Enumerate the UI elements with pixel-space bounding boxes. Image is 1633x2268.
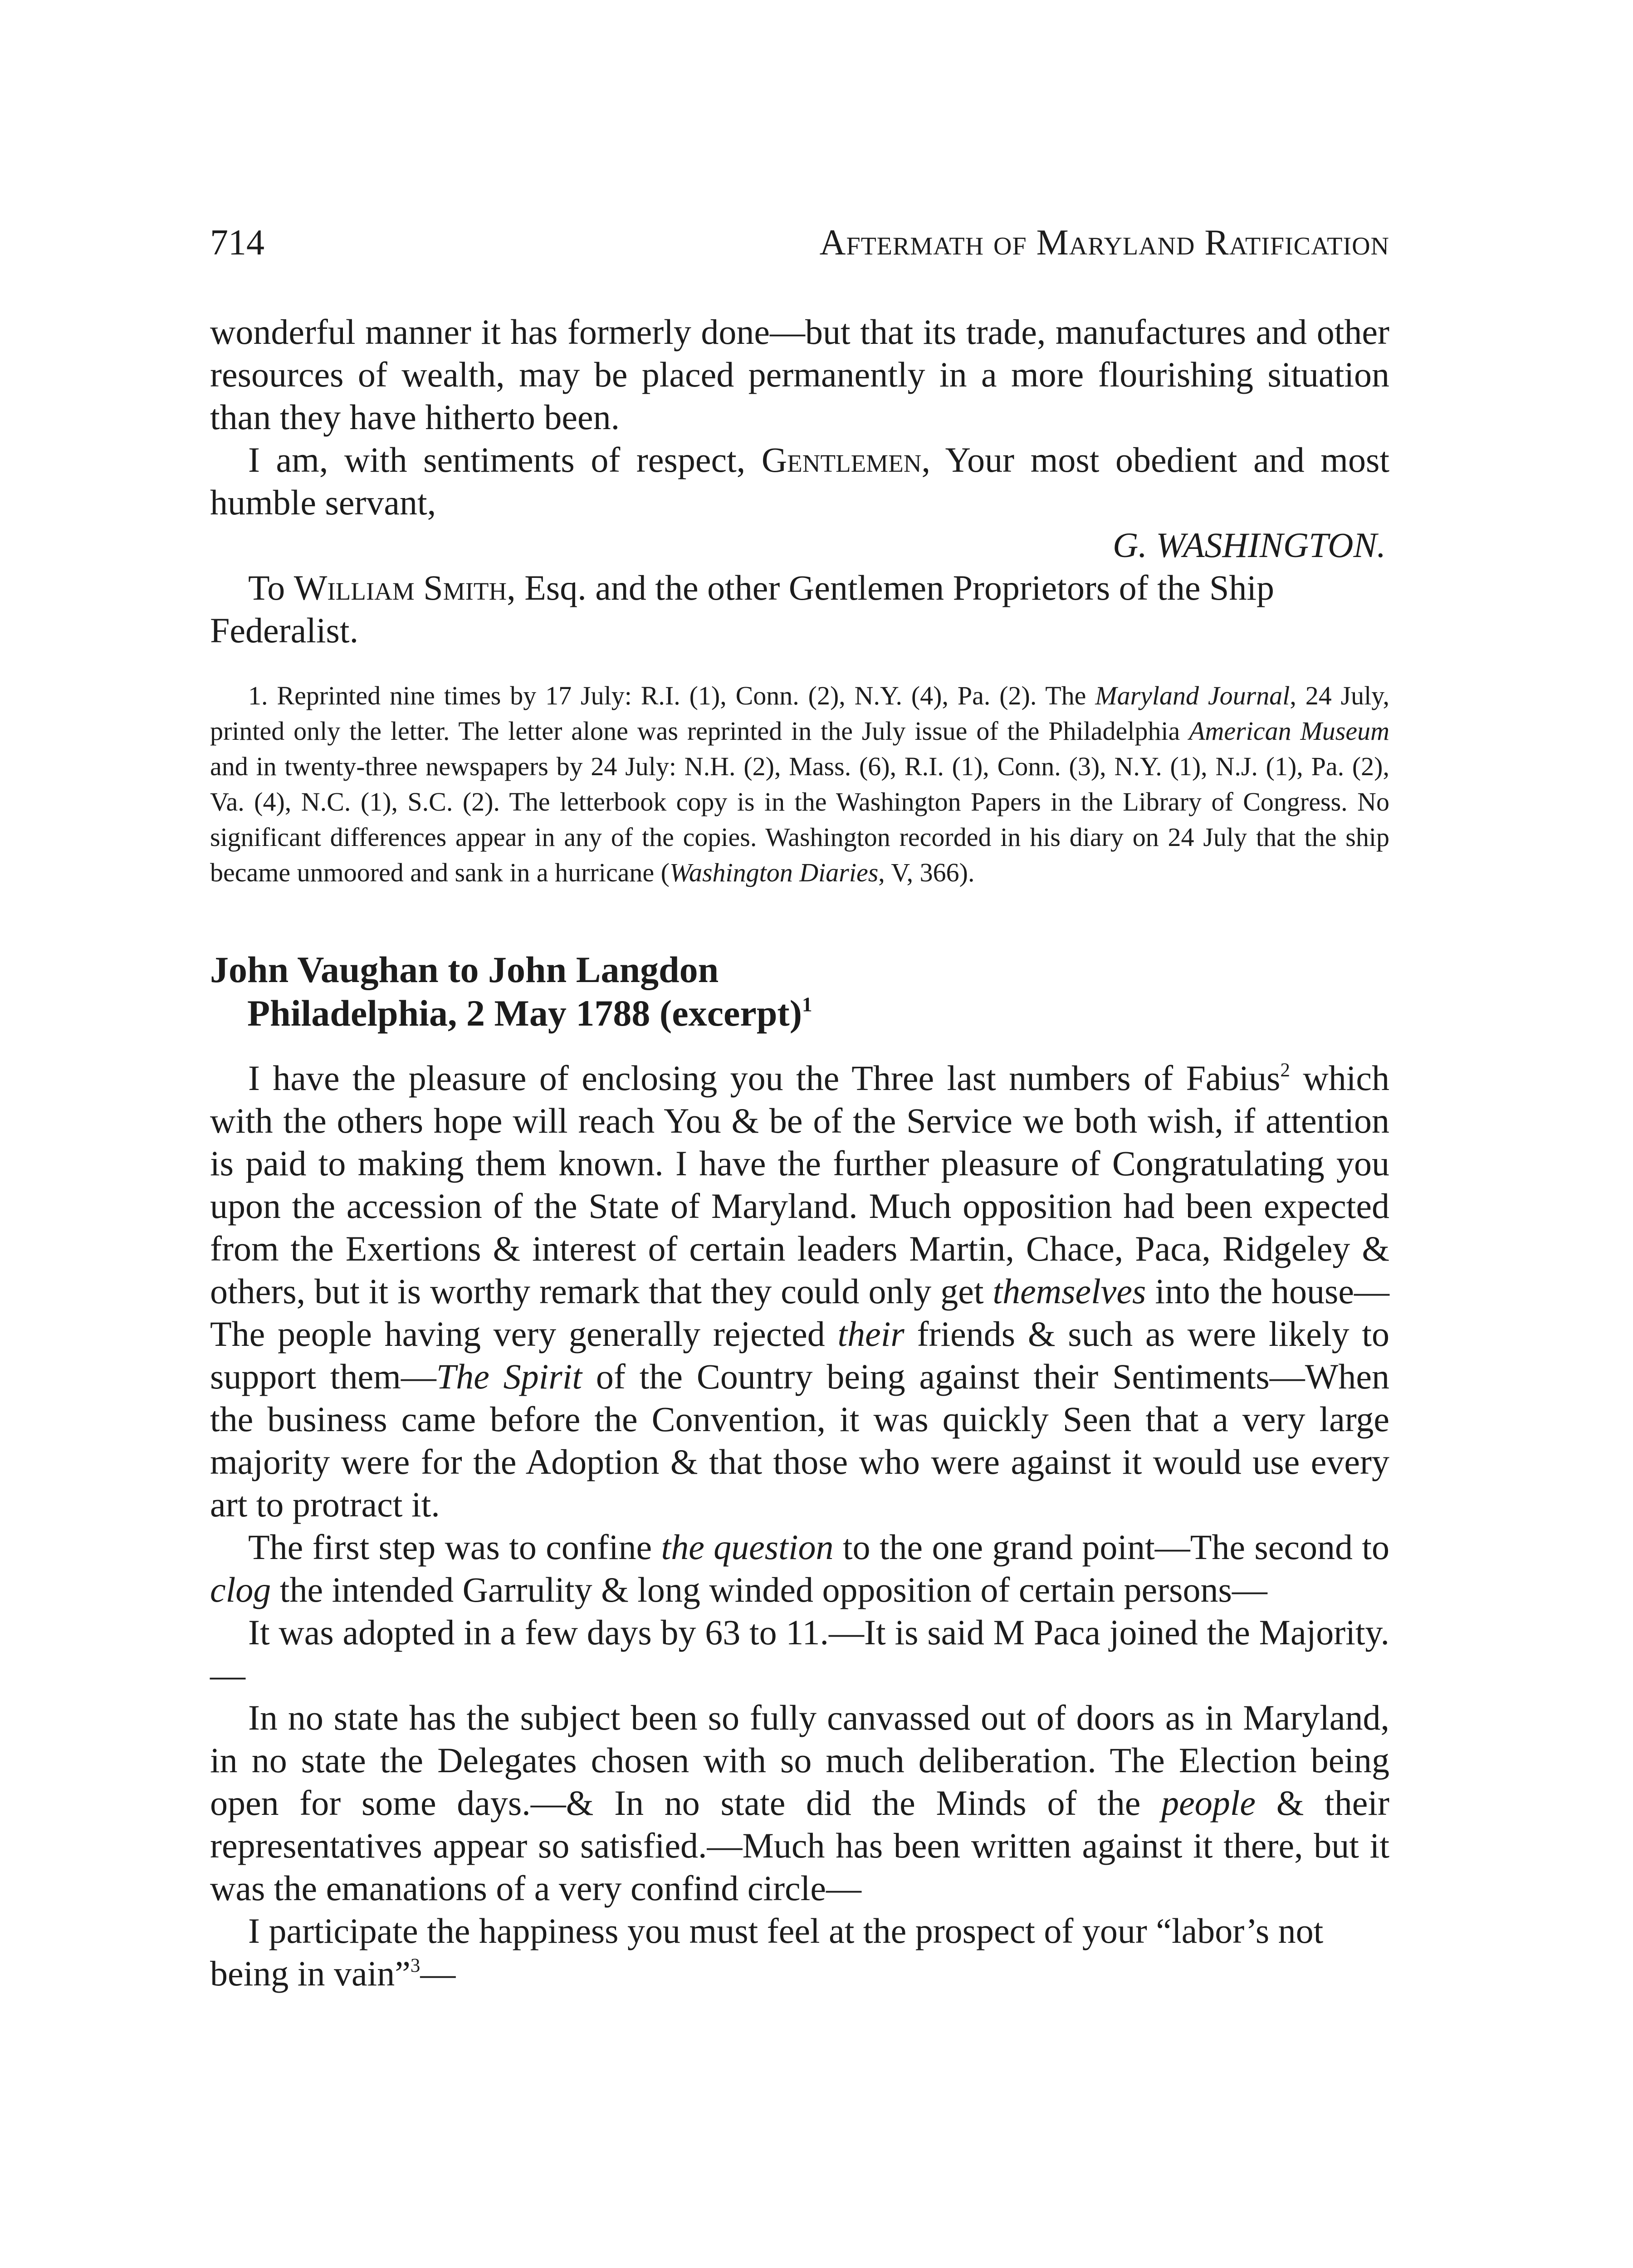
footnote (210, 678, 1389, 890)
page-header (210, 222, 1389, 277)
paragraph-text: — (420, 1954, 456, 1993)
footnote-1 (210, 678, 1389, 890)
paragraph-text: I have the pleasure of enclosing you the Three last numbers of Fabius (248, 1058, 1281, 1098)
letter-closing (210, 439, 1389, 524)
closing-text-end: , Your most obedient and most humble servant, (210, 440, 1389, 522)
paragraph-2 (210, 1526, 1389, 1611)
letter-continuation: wonderful manner it has formerly done—but that its trade, manufactures and other resources of wealth, may be placed permanently in a more flourishing situation than they have hitherto been. (210, 312, 1389, 437)
page-number: 714 (210, 223, 264, 263)
paragraph-text: which with the others hope will reach You & be of the Service we both wish, if attention is paid to making them known. I have the further pleasure of Congratulating you upon the accession of the State of Maryland. Much opposition had been expected from the Exertions & interest of certain leaders Martin, Chace, Paca, Ridgeley & others, but it is worthy remark that they could only get (210, 1058, 1389, 1311)
running-head: Aftermath of Maryland Ratification (819, 223, 1389, 263)
address-prefix: To (248, 568, 294, 607)
address-text: , Esq. and the other Gentlemen Proprietors of the Ship Federalist. (210, 568, 1275, 650)
paragraph-1 (210, 1057, 1389, 1526)
footnote-text: 1. Reprinted nine times by 17 July: R.I. (1), Conn. (2), N.Y. (4), Pa. (2). The (248, 681, 1095, 710)
dateline-text: Philadelphia, 2 May 1788 (excerpt) (247, 992, 802, 1034)
paragraph-text: the intended Garrulity & long winded opposition of certain persons— (271, 1570, 1267, 1609)
document-dateline (210, 992, 1389, 1035)
paragraph-italic: clog (210, 1570, 271, 1609)
closing-text: I am, with sentiments of respect, (248, 440, 762, 479)
document-title: John Vaughan to John Langdon (210, 949, 719, 990)
paragraph-italic: The Spirit (436, 1357, 582, 1396)
footnote-text: , 24 July, printed only the letter. The letter alone was reprinted in the July issue of the Philadelphia (210, 681, 1390, 746)
closing-salutation: Gentlemen (761, 440, 922, 479)
footnote-marker: 1 (802, 993, 812, 1016)
paragraph-text: In no state has the subject been so fully canvassed out of doors as in Maryland, in no state the Delegates chosen with so much deliberation. The Election being open for some days.—& In no state did the Minds of the (210, 1698, 1389, 1823)
paragraph-5 (210, 1910, 1389, 1995)
paragraph-italic: their (837, 1314, 905, 1354)
signature: G. WASHINGTON. (1113, 525, 1386, 565)
addressee-name: William Smith (293, 568, 507, 607)
paragraph-italic: themselves (993, 1271, 1146, 1311)
page-content (210, 222, 1390, 1993)
paragraph-italic: the question (661, 1527, 834, 1567)
letter-closing-section (210, 311, 1389, 652)
paragraph-text: & their representatives appear so satisfied.—Much has been written against it there, but it was the emanations of a very confind circle— (210, 1783, 1389, 1908)
paragraph-4 (210, 1696, 1389, 1910)
footnote-marker: 2 (1280, 1059, 1290, 1081)
paragraph-text: into the house—The people having very generally rejected (210, 1271, 1390, 1354)
footnote-italic: Washington Diaries (669, 858, 879, 887)
paragraph-text: to the one grand point—The second to (833, 1527, 1390, 1567)
letter-body (210, 1057, 1389, 1995)
paragraph-text: The first step was to confine (248, 1527, 661, 1567)
letter-address (210, 567, 1389, 652)
footnote-text: , V, 366). (878, 858, 975, 887)
footnote-italic: American Museum (1189, 716, 1389, 746)
paragraph-3: It was adopted in a few days by 63 to 11.—It is said M Paca joined the Majority.— (210, 1613, 1389, 1695)
footnote-marker: 3 (410, 1955, 420, 1976)
paragraph-italic: people (1161, 1783, 1256, 1823)
paragraph-text: I participate the happiness you must feel at the prospect of your “labor’s not being in vain” (210, 1911, 1324, 1993)
footnote-text: and in twenty-three newspapers by 24 July: N.H. (2), Mass. (6), R.I. (1), Conn. (3), N.Y. (1), N.J. (1), Pa. (2), Va. (4), N.C. (1), S.C. (2). The letterbook copy is in the Washington Papers in the Library of Congress. No significant differences appear in any of the copies. Washington recorded in his diary on 24 July that the ship became unmoored and sank in a hurricane ( (210, 752, 1389, 887)
footnote-italic: Maryland Journal (1095, 681, 1290, 710)
document-heading (210, 948, 1389, 1035)
paragraph-text: of the Country being against their Sentiments—When the business came before the Convention, it was quickly Seen that a very large majority were for the Adoption & that those who were against it would use every art to protract it. (210, 1357, 1390, 1524)
paragraph-text: friends & such as were likely to support them— (210, 1314, 1389, 1396)
